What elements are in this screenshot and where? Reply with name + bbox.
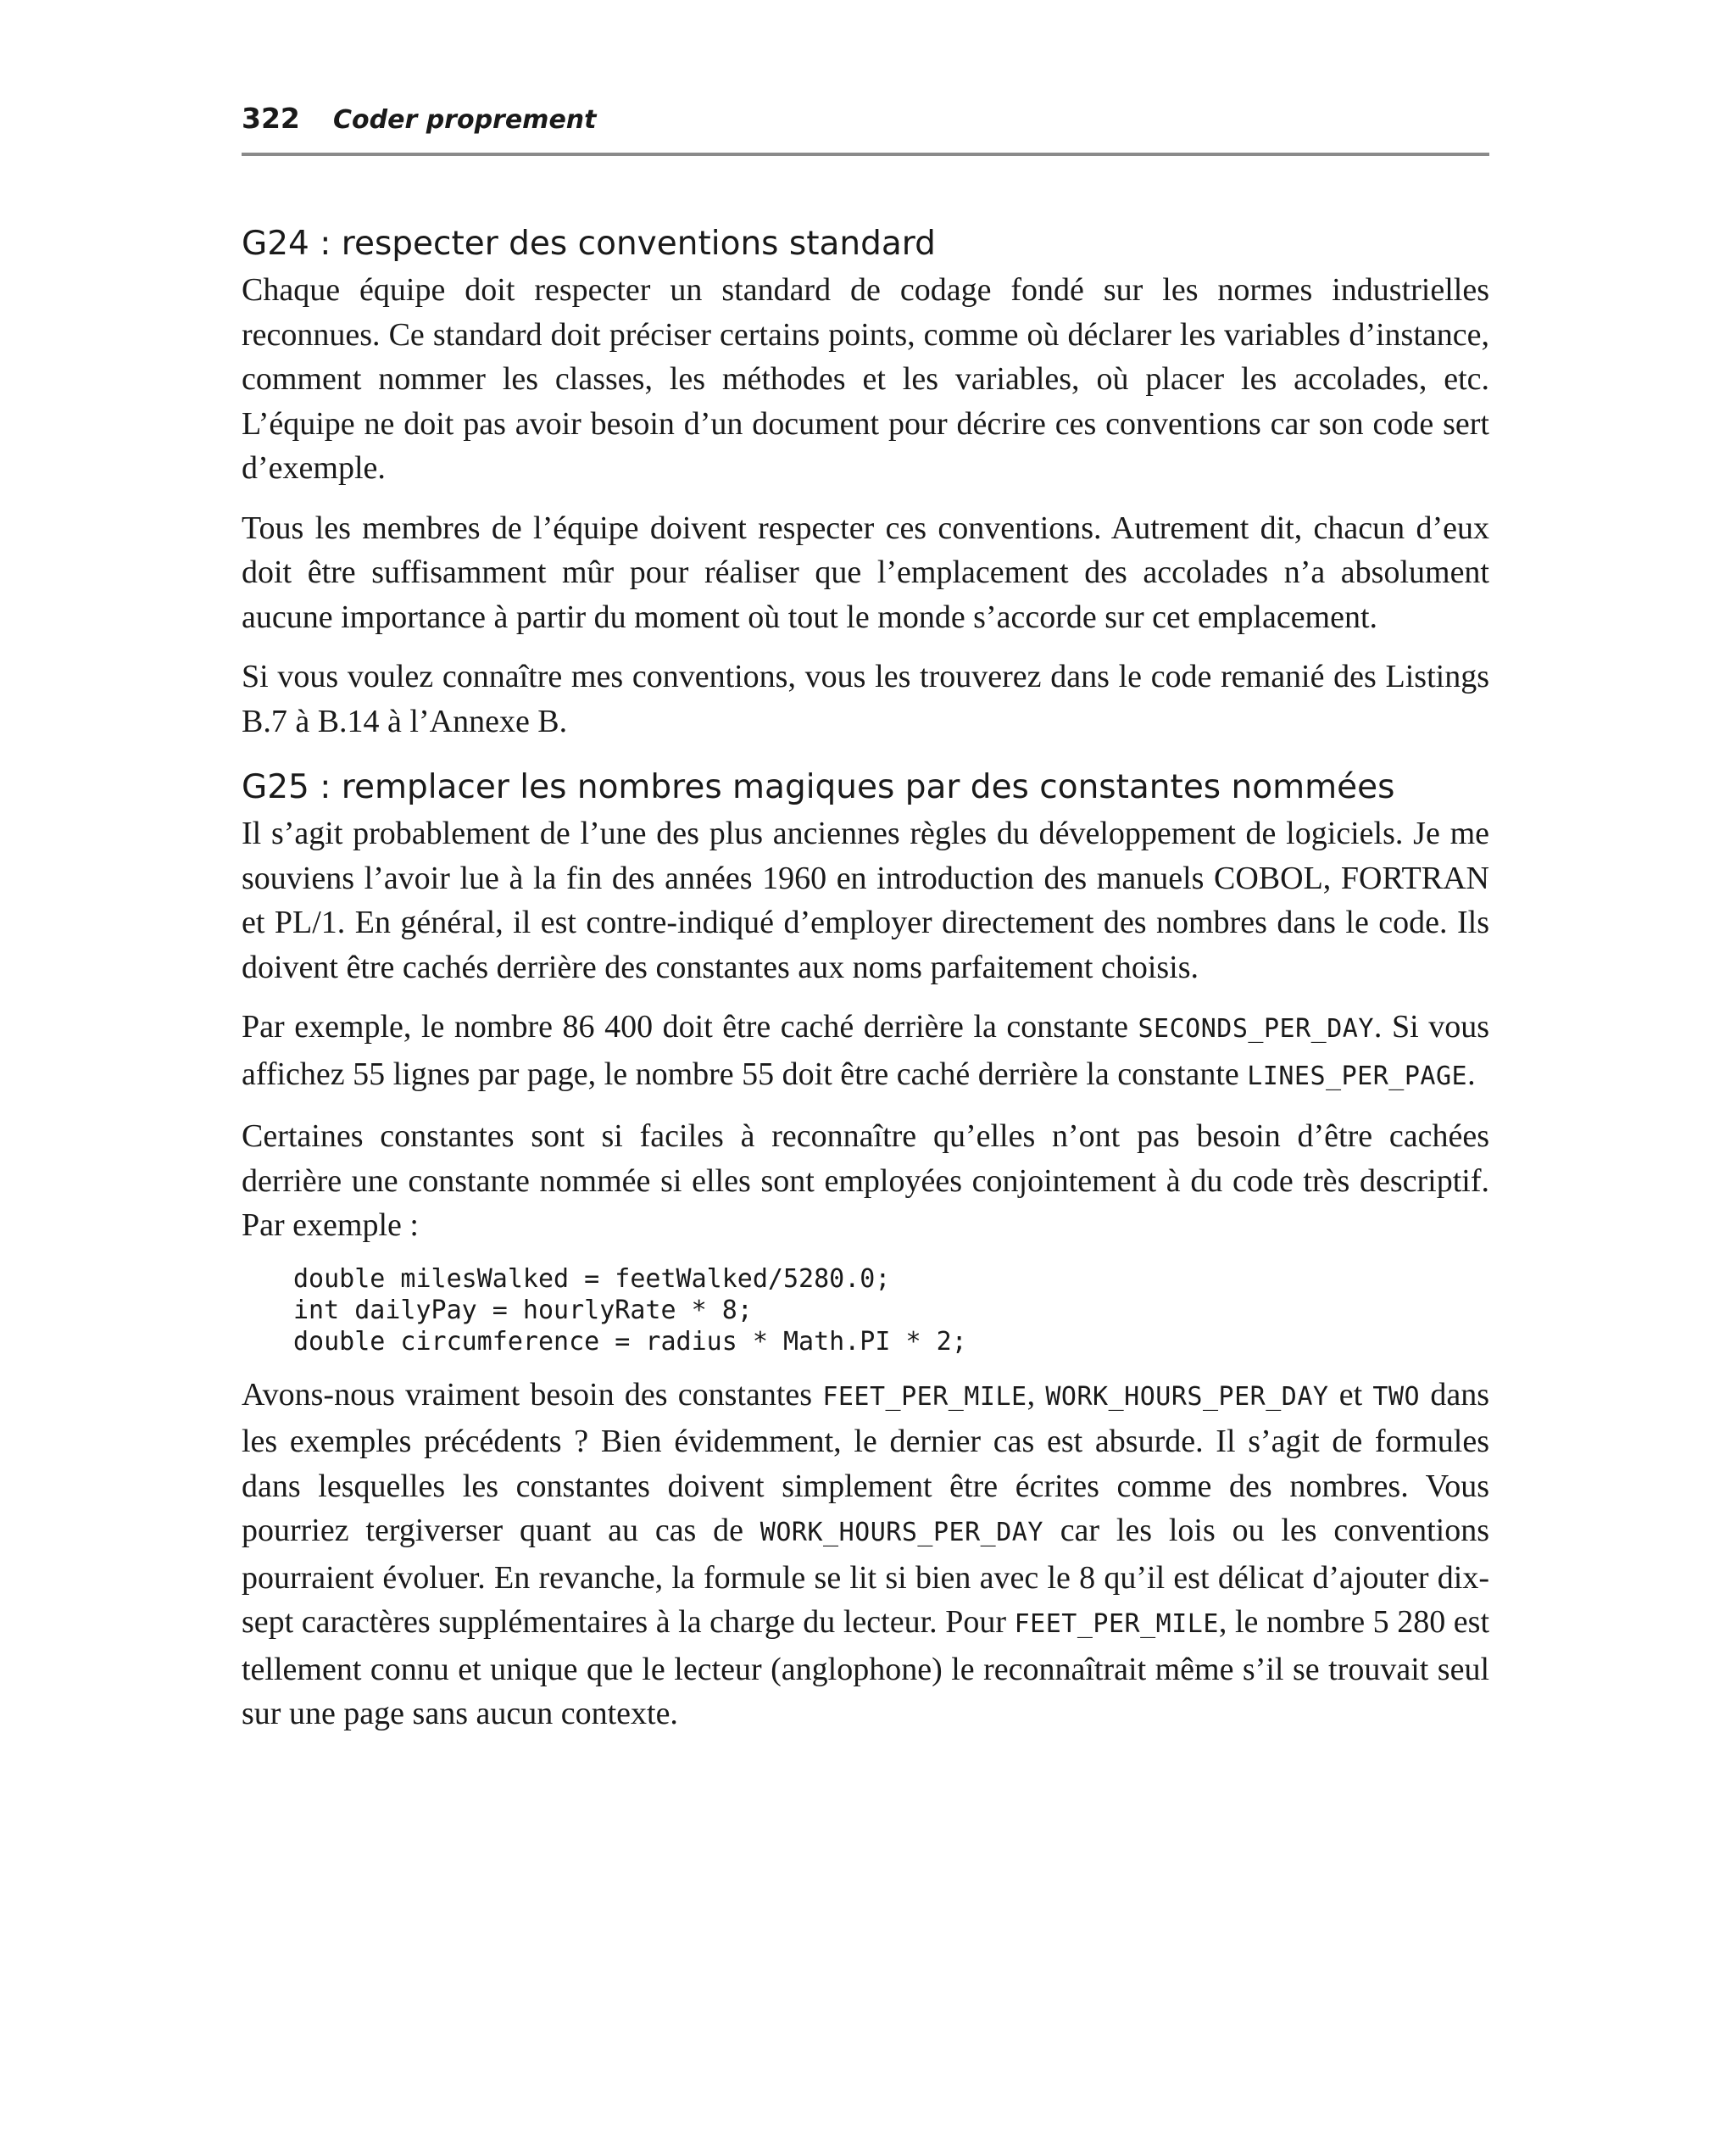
text-run: dans les exemples précédents ? Bien évidemment, le dernier cas est absurde. Il s’agit de formules dans lesquelles les constantes doivent simplement être écrites comme des nombres. Vous pourriez tergiverser quant au cas de (242, 1376, 1489, 1548)
text-run: , (1027, 1376, 1046, 1413)
inline-code-two: TWO (1372, 1381, 1421, 1412)
code-line: int dailyPay = hourlyRate * 8; (293, 1295, 753, 1325)
inline-code-lines-per-page: LINES_PER_PAGE (1247, 1061, 1468, 1091)
text-run: . Si vous affichez 55 lignes par page, le nombre 55 doit être caché derrière la constante (242, 1009, 1489, 1092)
g24-paragraph-3: Si vous voulez connaître mes conventions, vous les trouverez dans le code remanié des Listings B.7 à B.14 à l’Annexe B. (242, 659, 1489, 739)
code-line: double milesWalked = feetWalked/5280.0; (293, 1263, 891, 1294)
section-heading-g25: G25 : remplacer les nombres magiques par des constantes nommées (242, 768, 1395, 806)
page-body (242, 222, 1489, 1752)
code-block (293, 1263, 1489, 1357)
g25-paragraph-1: Il s’agit probablement de l’une des plus anciennes règles du développement de logiciels. Je me souviens l’avoir lue à la fin des années 1960 en introduction des manuels COBOL, FORTRAN et PL/1. En général, il est contre-indiqué d’employer directement des nombres dans le code. Ils doivent être cachés derrière des constantes aux noms parfaitement choisis. (242, 816, 1489, 985)
text-run: car les lois ou les conventions pourraient évoluer. En revanche, la formule se lit si bien avec le 8 qu’il est délicat d’ajouter dix-sept caractères supplémentaires à la charge du lecteur. Pour (242, 1513, 1489, 1640)
g24-paragraph-2: Tous les membres de l’équipe doivent respecter ces conventions. Autrement dit, chacun d’eux doit être suffisamment mûr pour réaliser que l’emplacement des accolades n’a absolument aucune importance à partir du moment où tout le monde s’accorde sur cet emplacement. (242, 510, 1489, 635)
g25-paragraph-3: Certaines constantes sont si faciles à reconnaître qu’elles n’ont pas besoin d’être cachées derrière une constante nommée si elles sont employées conjointement à du code très descriptif. Par exemple : (242, 1118, 1489, 1243)
section-heading-g24: G24 : respecter des conventions standard (242, 225, 936, 263)
inline-code-seconds-per-day: SECONDS_PER_DAY (1138, 1014, 1374, 1044)
g25-paragraph-4 (242, 1373, 1489, 1736)
inline-code-work-hours-per-day: WORK_HOURS_PER_DAY (760, 1518, 1043, 1547)
text-run: Avons-nous vraiment besoin des constantes (242, 1376, 823, 1413)
text-run: Par exemple, le nombre 86 400 doit être caché derrière la constante (242, 1009, 1138, 1045)
page-header (242, 100, 1489, 156)
inline-code-work-hours-per-day: WORK_HOURS_PER_DAY (1045, 1381, 1329, 1412)
code-line: double circumference = radius * Math.PI * 2; (293, 1326, 967, 1357)
running-title: Coder proprement (333, 105, 597, 135)
text-run: et (1328, 1376, 1373, 1413)
text-run: , le nombre 5 280 est tellement connu et unique que le lecteur (anglophone) le reconnaîtrait même s’il se trouvait seul sur une page sans aucun contexte. (242, 1604, 1489, 1731)
text-run: . (1467, 1056, 1476, 1092)
g24-paragraph-1: Chaque équipe doit respecter un standard de codage fondé sur les normes industrielles reconnues. Ce standard doit préciser certains points, comme où déclarer les variables d’instance, comment nommer les classes, les méthodes et les variables, où placer les accolades, etc. L’équipe ne doit pas avoir besoin d’un document pour décrire ces conventions car son code sert d’exemple. (242, 272, 1489, 486)
inline-code-feet-per-mile: FEET_PER_MILE (1014, 1609, 1219, 1639)
inline-code-feet-per-mile: FEET_PER_MILE (822, 1381, 1027, 1412)
page-number: 322 (242, 102, 300, 135)
g25-paragraph-2 (242, 1005, 1489, 1099)
